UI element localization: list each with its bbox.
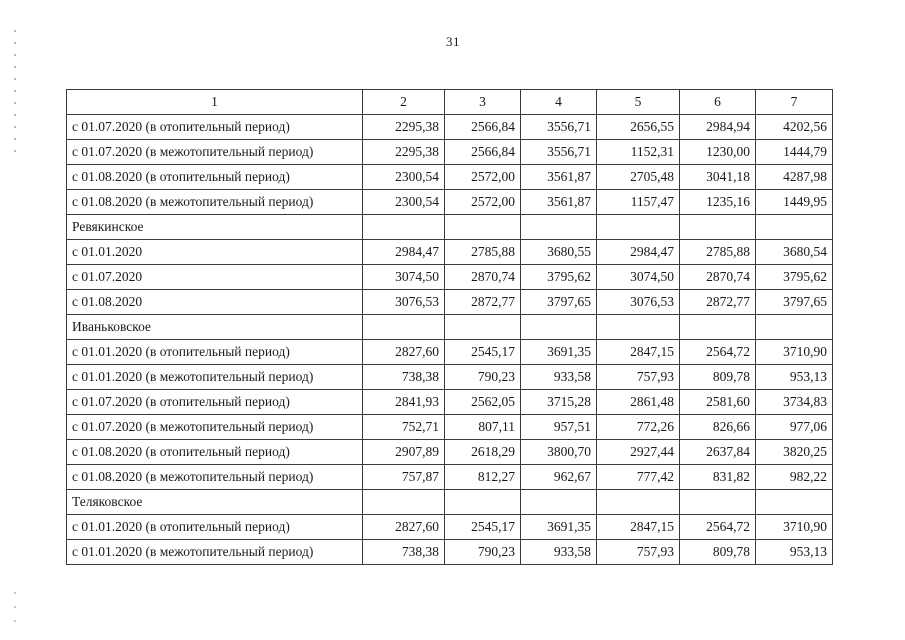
value-cell: 3074,50 — [363, 265, 445, 290]
value-cell — [521, 315, 597, 340]
value-cell: 2295,38 — [363, 115, 445, 140]
value-cell: 2827,60 — [363, 340, 445, 365]
value-cell: 3041,18 — [680, 165, 756, 190]
value-cell: 752,71 — [363, 415, 445, 440]
margin-dots — [14, 30, 16, 160]
header-cell: 5 — [597, 90, 680, 115]
value-cell: 812,27 — [445, 465, 521, 490]
value-cell: 2984,47 — [363, 240, 445, 265]
value-cell: 2562,05 — [445, 390, 521, 415]
value-cell: 777,42 — [597, 465, 680, 490]
value-cell: 3691,35 — [521, 515, 597, 540]
value-cell: 826,66 — [680, 415, 756, 440]
value-cell: 2564,72 — [680, 515, 756, 540]
row-label: с 01.08.2020 (в отопительный период) — [67, 165, 363, 190]
value-cell: 2785,88 — [445, 240, 521, 265]
value-cell: 3076,53 — [363, 290, 445, 315]
row-label: с 01.08.2020 (в межотопительный период) — [67, 190, 363, 215]
row-label: с 01.01.2020 (в отопительный период) — [67, 515, 363, 540]
table-row — [67, 465, 833, 490]
table-row — [67, 190, 833, 215]
value-cell: 2566,84 — [445, 115, 521, 140]
value-cell: 3074,50 — [597, 265, 680, 290]
margin-dots-bottom — [14, 592, 16, 632]
value-cell: 2870,74 — [680, 265, 756, 290]
value-cell: 3561,87 — [521, 165, 597, 190]
value-cell: 2637,84 — [680, 440, 756, 465]
section-row — [67, 215, 833, 240]
value-cell: 809,78 — [680, 365, 756, 390]
table-row — [67, 440, 833, 465]
value-cell: 2847,15 — [597, 340, 680, 365]
section-label: Теляковское — [67, 490, 363, 515]
row-label: с 01.01.2020 (в отопительный период) — [67, 340, 363, 365]
value-cell: 757,87 — [363, 465, 445, 490]
value-cell: 807,11 — [445, 415, 521, 440]
value-cell: 3680,55 — [521, 240, 597, 265]
page-number: 31 — [446, 34, 460, 49]
table-row — [67, 340, 833, 365]
value-cell: 933,58 — [521, 365, 597, 390]
row-label: с 01.08.2020 (в отопительный период) — [67, 440, 363, 465]
table-row — [67, 540, 833, 565]
value-cell: 2827,60 — [363, 515, 445, 540]
value-cell: 1230,00 — [680, 140, 756, 165]
value-cell: 2295,38 — [363, 140, 445, 165]
value-cell: 3710,90 — [756, 340, 833, 365]
value-cell: 790,23 — [445, 365, 521, 390]
row-label: с 01.07.2020 (в межотопительный период) — [67, 415, 363, 440]
value-cell: 3797,65 — [521, 290, 597, 315]
value-cell — [363, 215, 445, 240]
row-label: с 01.07.2020 (в межотопительный период) — [67, 140, 363, 165]
value-cell: 2841,93 — [363, 390, 445, 415]
value-cell: 2705,48 — [597, 165, 680, 190]
value-cell: 2566,84 — [445, 140, 521, 165]
header-cell: 4 — [521, 90, 597, 115]
value-cell: 2545,17 — [445, 515, 521, 540]
value-cell — [521, 490, 597, 515]
value-cell: 1444,79 — [756, 140, 833, 165]
table-row — [67, 290, 833, 315]
value-cell — [756, 315, 833, 340]
value-cell: 3795,62 — [756, 265, 833, 290]
row-label: с 01.07.2020 (в отопительный период) — [67, 115, 363, 140]
value-cell: 3715,28 — [521, 390, 597, 415]
value-cell — [445, 215, 521, 240]
value-cell: 3797,65 — [756, 290, 833, 315]
row-label: с 01.01.2020 (в межотопительный период) — [67, 365, 363, 390]
value-cell — [363, 490, 445, 515]
value-cell: 3076,53 — [597, 290, 680, 315]
value-cell: 738,38 — [363, 365, 445, 390]
value-cell — [445, 490, 521, 515]
table-row — [67, 390, 833, 415]
value-cell: 2618,29 — [445, 440, 521, 465]
value-cell: 1157,47 — [597, 190, 680, 215]
value-cell: 3556,71 — [521, 140, 597, 165]
value-cell: 957,51 — [521, 415, 597, 440]
value-cell: 3710,90 — [756, 515, 833, 540]
value-cell: 2847,15 — [597, 515, 680, 540]
value-cell: 3795,62 — [521, 265, 597, 290]
value-cell: 3556,71 — [521, 115, 597, 140]
header-cell: 1 — [67, 90, 363, 115]
table-row — [67, 515, 833, 540]
table-row — [67, 165, 833, 190]
row-label: с 01.08.2020 — [67, 290, 363, 315]
value-cell: 809,78 — [680, 540, 756, 565]
value-cell: 790,23 — [445, 540, 521, 565]
section-row — [67, 490, 833, 515]
value-cell: 2861,48 — [597, 390, 680, 415]
value-cell: 1152,31 — [597, 140, 680, 165]
value-cell: 757,93 — [597, 365, 680, 390]
row-label: с 01.07.2020 (в отопительный период) — [67, 390, 363, 415]
value-cell — [363, 315, 445, 340]
table-row — [67, 140, 833, 165]
value-cell — [521, 215, 597, 240]
value-cell: 3800,70 — [521, 440, 597, 465]
value-cell: 1449,95 — [756, 190, 833, 215]
value-cell — [445, 315, 521, 340]
value-cell — [756, 215, 833, 240]
table-body — [67, 90, 833, 565]
value-cell: 3734,83 — [756, 390, 833, 415]
value-cell: 977,06 — [756, 415, 833, 440]
header-cell: 2 — [363, 90, 445, 115]
value-cell: 2907,89 — [363, 440, 445, 465]
value-cell: 962,67 — [521, 465, 597, 490]
value-cell: 2656,55 — [597, 115, 680, 140]
value-cell: 2984,47 — [597, 240, 680, 265]
table-row — [67, 415, 833, 440]
table-row — [67, 265, 833, 290]
value-cell — [756, 490, 833, 515]
row-label: с 01.08.2020 (в межотопительный период) — [67, 465, 363, 490]
value-cell: 3680,54 — [756, 240, 833, 265]
table-row — [67, 115, 833, 140]
value-cell: 2564,72 — [680, 340, 756, 365]
value-cell: 757,93 — [597, 540, 680, 565]
value-cell — [597, 490, 680, 515]
value-cell: 4202,56 — [756, 115, 833, 140]
row-label: с 01.07.2020 — [67, 265, 363, 290]
value-cell — [680, 315, 756, 340]
row-label: с 01.01.2020 (в межотопительный период) — [67, 540, 363, 565]
value-cell: 982,22 — [756, 465, 833, 490]
value-cell: 2572,00 — [445, 190, 521, 215]
header-cell: 7 — [756, 90, 833, 115]
header-cell: 3 — [445, 90, 521, 115]
value-cell: 4287,98 — [756, 165, 833, 190]
value-cell: 738,38 — [363, 540, 445, 565]
value-cell — [597, 315, 680, 340]
value-cell: 2927,44 — [597, 440, 680, 465]
value-cell: 2581,60 — [680, 390, 756, 415]
value-cell — [680, 490, 756, 515]
value-cell — [597, 215, 680, 240]
table-row — [67, 365, 833, 390]
value-cell: 953,13 — [756, 540, 833, 565]
row-label: с 01.01.2020 — [67, 240, 363, 265]
value-cell: 2984,94 — [680, 115, 756, 140]
table-row — [67, 240, 833, 265]
value-cell: 2785,88 — [680, 240, 756, 265]
value-cell: 2572,00 — [445, 165, 521, 190]
value-cell: 772,26 — [597, 415, 680, 440]
value-cell: 2300,54 — [363, 190, 445, 215]
value-cell: 3561,87 — [521, 190, 597, 215]
value-cell — [680, 215, 756, 240]
section-label: Ревякинское — [67, 215, 363, 240]
value-cell: 2872,77 — [445, 290, 521, 315]
section-row — [67, 315, 833, 340]
value-cell: 2872,77 — [680, 290, 756, 315]
value-cell: 2300,54 — [363, 165, 445, 190]
value-cell: 831,82 — [680, 465, 756, 490]
value-cell: 953,13 — [756, 365, 833, 390]
value-cell: 2870,74 — [445, 265, 521, 290]
value-cell: 933,58 — [521, 540, 597, 565]
value-cell: 3691,35 — [521, 340, 597, 365]
value-cell: 1235,16 — [680, 190, 756, 215]
section-label: Иваньковское — [67, 315, 363, 340]
value-cell: 2545,17 — [445, 340, 521, 365]
value-cell: 3820,25 — [756, 440, 833, 465]
header-row — [67, 90, 833, 115]
header-cell: 6 — [680, 90, 756, 115]
tariff-table — [66, 89, 833, 565]
